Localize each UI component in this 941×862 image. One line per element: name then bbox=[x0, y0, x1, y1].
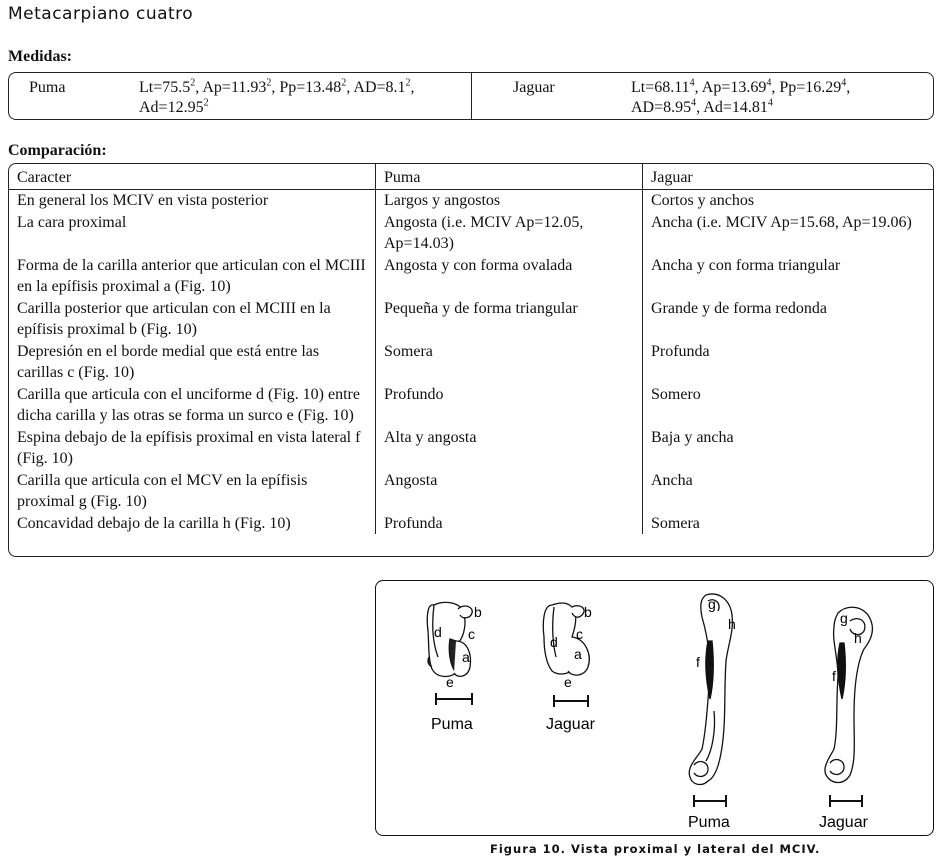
cell-puma: Angosta y con forma ovalada bbox=[376, 255, 643, 298]
cell-caracter: Forma de la carilla anterior que articulan con el MCIII en la epífisis proximal a (Fig. 10) bbox=[9, 255, 376, 298]
letter-c: c bbox=[576, 626, 583, 642]
bone-illustrations bbox=[376, 581, 935, 837]
header-caracter: Caracter bbox=[9, 164, 376, 190]
letter-a: a bbox=[574, 646, 582, 662]
letter-f: f bbox=[696, 654, 700, 670]
cell-puma: Angosta (i.e. MCIV Ap=12.05, Ap=14.03) bbox=[376, 212, 643, 255]
letter-e: e bbox=[446, 674, 454, 690]
cell-caracter: La cara proximal bbox=[9, 212, 376, 255]
label-puma-lateral: Puma bbox=[688, 814, 730, 831]
medidas-heading: Medidas: bbox=[8, 48, 72, 65]
cell-puma: Somera bbox=[376, 341, 643, 384]
cell-jaguar: Profunda bbox=[651, 342, 710, 360]
medidas-jaguar-line2: $AD=8.95^4$, $Ad=14.81^4$ bbox=[631, 97, 773, 116]
letter-e: e bbox=[564, 674, 572, 690]
label-puma-proximal: Puma bbox=[431, 716, 473, 733]
table-row bbox=[9, 513, 933, 535]
table-row bbox=[9, 384, 933, 427]
cell-caracter: Concavidad debajo de la carilla h (Fig. 10) bbox=[9, 513, 376, 535]
cell-puma: Alta y angosta bbox=[376, 427, 643, 470]
letter-d: d bbox=[550, 634, 558, 650]
table-row bbox=[9, 298, 933, 341]
jaguar-lateral-view bbox=[825, 607, 872, 782]
medidas-puma-name: Puma bbox=[29, 79, 66, 96]
puma-lateral-view bbox=[689, 594, 732, 785]
header-jaguar: Jaguar bbox=[643, 164, 934, 190]
cell-jaguar: Cortos y anchos bbox=[651, 192, 755, 209]
label-jaguar-lateral: Jaguar bbox=[819, 814, 868, 831]
cell-caracter: En general los MCIV en vista posterior bbox=[9, 190, 376, 212]
letter-a: a bbox=[462, 649, 470, 665]
scale-bar bbox=[694, 795, 726, 807]
table-row bbox=[9, 427, 933, 470]
medidas-puma-line2: $Ad=12.95^2$ bbox=[139, 97, 209, 116]
scale-bar bbox=[436, 693, 472, 705]
cell-jaguar: Somera bbox=[651, 514, 700, 532]
letter-f: f bbox=[832, 668, 836, 684]
table-row bbox=[9, 341, 933, 384]
page-title: Metacarpiano cuatro bbox=[8, 4, 194, 24]
cell-jaguar: Ancha (i.e. MCIV Ap=15.68, Ap=19.06) bbox=[651, 213, 912, 231]
cell-puma: Angosta bbox=[376, 470, 643, 513]
medidas-jaguar-line1: $Lt=68.11^4$, $Ap=13.69^4$, $Pp=16.29^4$, bbox=[631, 77, 851, 96]
cell-jaguar: Baja y ancha bbox=[651, 428, 734, 446]
letter-b: b bbox=[584, 604, 592, 620]
cell-caracter: Carilla posterior que articulan con el MCIII en la epífisis proximal b (Fig. 10) bbox=[9, 298, 376, 341]
cell-jaguar: Ancha bbox=[651, 471, 693, 489]
letter-g: g bbox=[708, 596, 716, 612]
medidas-divider bbox=[471, 73, 472, 119]
letter-h: h bbox=[728, 616, 736, 632]
letter-h: h bbox=[854, 630, 862, 646]
letter-b: b bbox=[474, 604, 482, 620]
scale-bar bbox=[554, 695, 588, 707]
medidas-puma-line1: $Lt=75.5^2$, $Ap=11.93^2$, $Pp=13.48^2$, $AD=8.1^2$, bbox=[139, 77, 415, 96]
scale-bar bbox=[830, 795, 862, 807]
table-row bbox=[9, 255, 933, 298]
letter-g: g bbox=[840, 610, 848, 626]
letter-c: c bbox=[468, 626, 475, 642]
cell-puma: Pequeña y de forma triangular bbox=[376, 298, 643, 341]
cell-caracter: Depresión en el borde medial que está entre las carillas c (Fig. 10) bbox=[9, 341, 376, 384]
table-header-row bbox=[9, 164, 933, 190]
label-jaguar-proximal: Jaguar bbox=[546, 716, 595, 733]
figure-caption: Figura 10. Vista proximal y lateral del MCIV. bbox=[490, 842, 821, 856]
medidas-box bbox=[8, 72, 934, 120]
cell-jaguar: Somero bbox=[651, 385, 701, 403]
table-row bbox=[9, 190, 933, 212]
cell-caracter: Carilla que articula con el unciforme d (Fig. 10) entre dicha carilla y las otras se forma un surco e (Fig. 10) bbox=[9, 384, 376, 427]
medidas-jaguar-name: Jaguar bbox=[513, 79, 555, 96]
cell-caracter: Carilla que articula con el MCV en la epífisis proximal g (Fig. 10) bbox=[9, 470, 376, 513]
header-puma: Puma bbox=[376, 164, 643, 190]
cell-jaguar: Ancha y con forma triangular bbox=[651, 256, 841, 274]
cell-puma: Profunda bbox=[376, 513, 643, 535]
cell-caracter: Espina debajo de la epífisis proximal en vista lateral f (Fig. 10) bbox=[9, 427, 376, 470]
cell-puma: Largos y angostos bbox=[376, 190, 643, 212]
cell-jaguar: Grande y de forma redonda bbox=[651, 299, 827, 317]
table-row bbox=[9, 212, 933, 255]
cell-puma: Profundo bbox=[376, 384, 643, 427]
figure-10 bbox=[375, 580, 934, 836]
comparacion-table bbox=[8, 163, 934, 557]
table-row bbox=[9, 470, 933, 513]
comparacion-heading: Comparación: bbox=[8, 142, 107, 159]
letter-d: d bbox=[434, 624, 442, 640]
